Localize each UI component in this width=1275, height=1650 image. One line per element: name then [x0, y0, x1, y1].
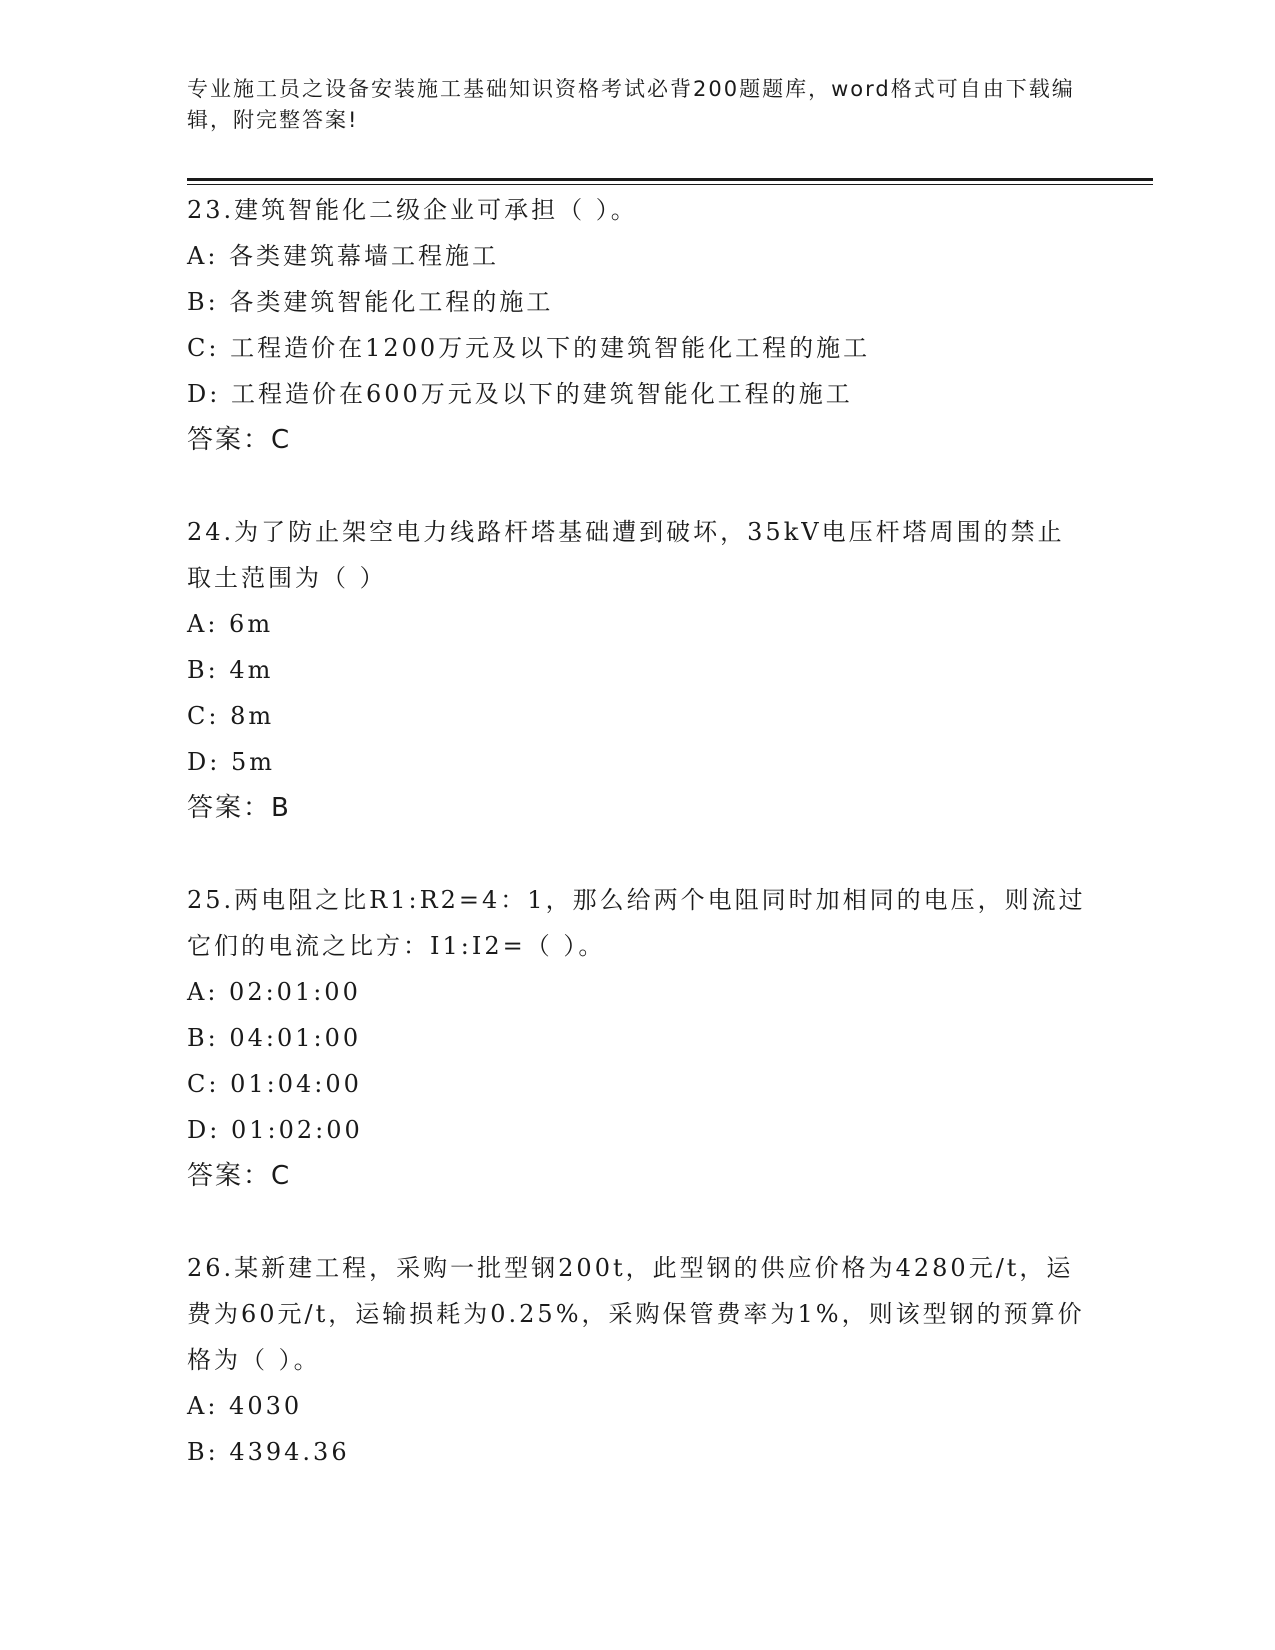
- option-a: A: 各类建筑幕墙工程施工: [187, 242, 500, 270]
- option-d: D: 01:02:00: [187, 1116, 363, 1144]
- header-divider-thin: [187, 184, 1153, 185]
- answer-line: 答案：C: [187, 1161, 292, 1191]
- option-b: B: 4m: [187, 656, 274, 684]
- option-b: B: 各类建筑智能化工程的施工: [187, 288, 554, 316]
- question-23: [187, 187, 1087, 463]
- option-c: C: 工程造价在1200万元及以下的建筑智能化工程的施工: [187, 334, 871, 362]
- option-c: C: 8m: [187, 702, 275, 730]
- option-a: A: 6m: [187, 610, 274, 638]
- question-26: [187, 1245, 1087, 1475]
- question-stem: 25.两电阻之比R1:R2=4：1，那么给两个电阻同时加相同的电压，则流过它们的电流之比方：I1:I2=（ ）。: [187, 886, 1086, 960]
- question-stem: 24.为了防止架空电力线路杆塔基础遭到破坏，35kV电压杆塔周围的禁止取土范围为（ ）: [187, 518, 1065, 592]
- document-header: 专业施工员之设备安装施工基础知识资格考试必背200题题库，word格式可自由下载编辑，附完整答案!: [187, 77, 1075, 132]
- question-stem: 23.建筑智能化二级企业可承担（ ）。: [187, 196, 638, 224]
- option-a: A: 02:01:00: [187, 978, 361, 1006]
- question-stem: 26.某新建工程，采购一批型钢200t，此型钢的供应价格为4280元/t，运费为60元/t，运输损耗为0.25%，采购保管费率为1%，则该型钢的预算价格为（ ）。: [187, 1254, 1085, 1374]
- option-d: D: 工程造价在600万元及以下的建筑智能化工程的施工: [187, 380, 853, 408]
- option-c: C: 01:04:00: [187, 1070, 362, 1098]
- option-b: B: 4394.36: [187, 1438, 350, 1466]
- option-b: B: 04:01:00: [187, 1024, 362, 1052]
- question-list: [187, 187, 1087, 1475]
- question-24: [187, 509, 1087, 831]
- option-a: A: 4030: [187, 1392, 303, 1420]
- question-25: [187, 877, 1087, 1199]
- answer-line: 答案：C: [187, 425, 292, 455]
- option-d: D: 5m: [187, 748, 275, 776]
- header-divider-thick: [187, 178, 1153, 181]
- answer-line: 答案：B: [187, 793, 291, 823]
